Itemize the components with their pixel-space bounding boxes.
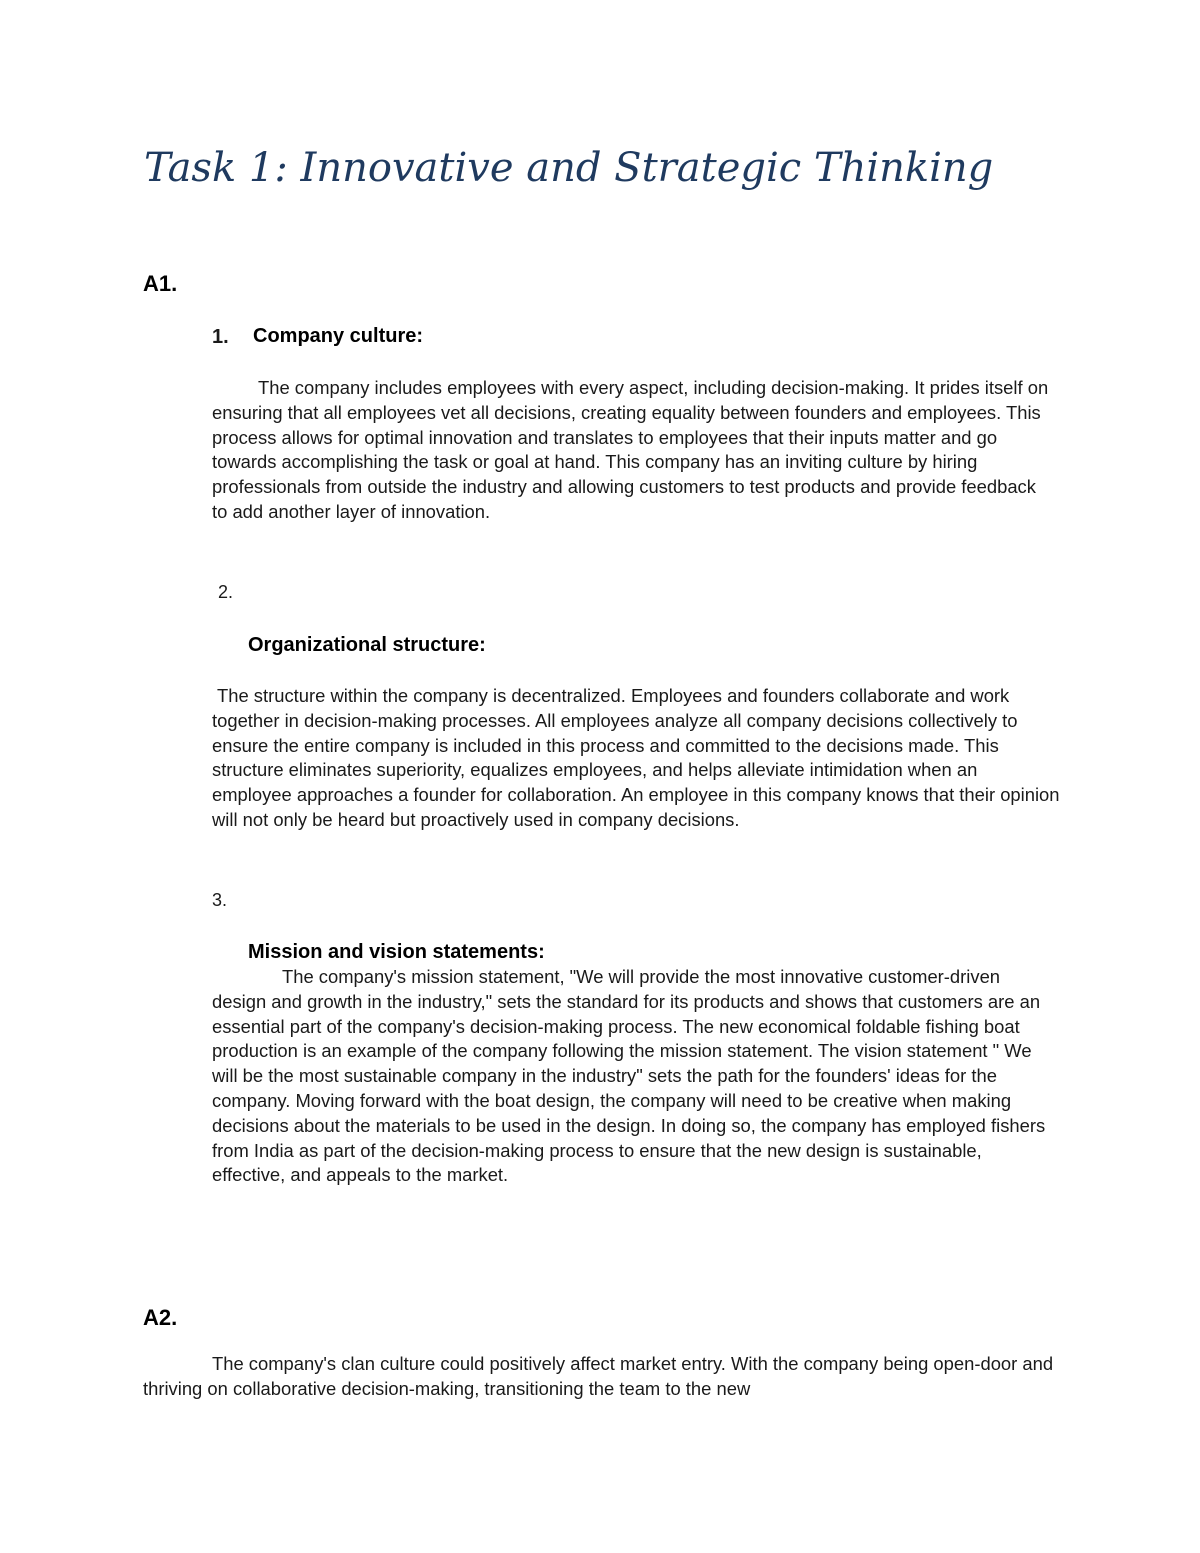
page-title: Task 1: Innovative and Strategic Thinking [144, 145, 994, 191]
item-number-3: 3. [212, 890, 228, 910]
item-heading-company-culture: Company culture: [253, 325, 424, 347]
item-body-company-culture: The company includes employees with every aspect, including decision-making. It prides itself on ensuring that all employees vet all decisions, creating equality between founders and employees. This process allows for optimal innovation and translates to employees that their inputs matter and go towards accomplishing the task or goal at hand. This company has an inviting culture by hiring professionals from outside the industry and allowing customers to test products and provide feedback to add another layer of innovation. [212, 377, 1049, 522]
item-number-2: 2. [218, 582, 234, 602]
section-heading-a2: A2. [143, 1305, 178, 1330]
item-body-organizational-structure: The structure within the company is decentralized. Employees and founders collaborate and work together in decision-making processes. All employees analyze all company decisions collectively to ensure the entire company is included in this process and committed to the decisions made. This structure eliminates superiority, equalizes employees, and helps alleviate intimidation when an employee approaches a founder for collaboration. An employee in this company knows that their opinion will not only be heard but proactively used in company decisions. [212, 685, 1060, 830]
section-heading-a1: A1. [143, 271, 178, 296]
item-heading-mission-vision: Mission and vision statements: [248, 941, 545, 963]
item-body-mission-vision: The company's mission statement, "We will provide the most innovative customer-driven design and growth in the industry," sets the standard for its products and shows that customers are an essential part of the company's decision-making process. The new economical foldable fishing boat production is an example of the company following the mission statement. The vision statement " We will be the most sustainable company in the industry" sets the path for the founders' ideas for the company. Moving forward with the boat design, the company will need to be creative when making decisions about the materials to be used in the design. In doing so, the company has employed fishers from India as part of the decision-making process to ensure that the new design is sustainable, effective, and appeals to the market. [212, 966, 1046, 1186]
item-number-1: 1. [212, 326, 229, 348]
section-body-a2: The company's clan culture could positively affect market entry. With the company being open-door and thriving on collaborative decision-making, transitioning the team to the new [143, 1353, 1054, 1399]
item-heading-organizational-structure: Organizational structure: [248, 634, 486, 656]
